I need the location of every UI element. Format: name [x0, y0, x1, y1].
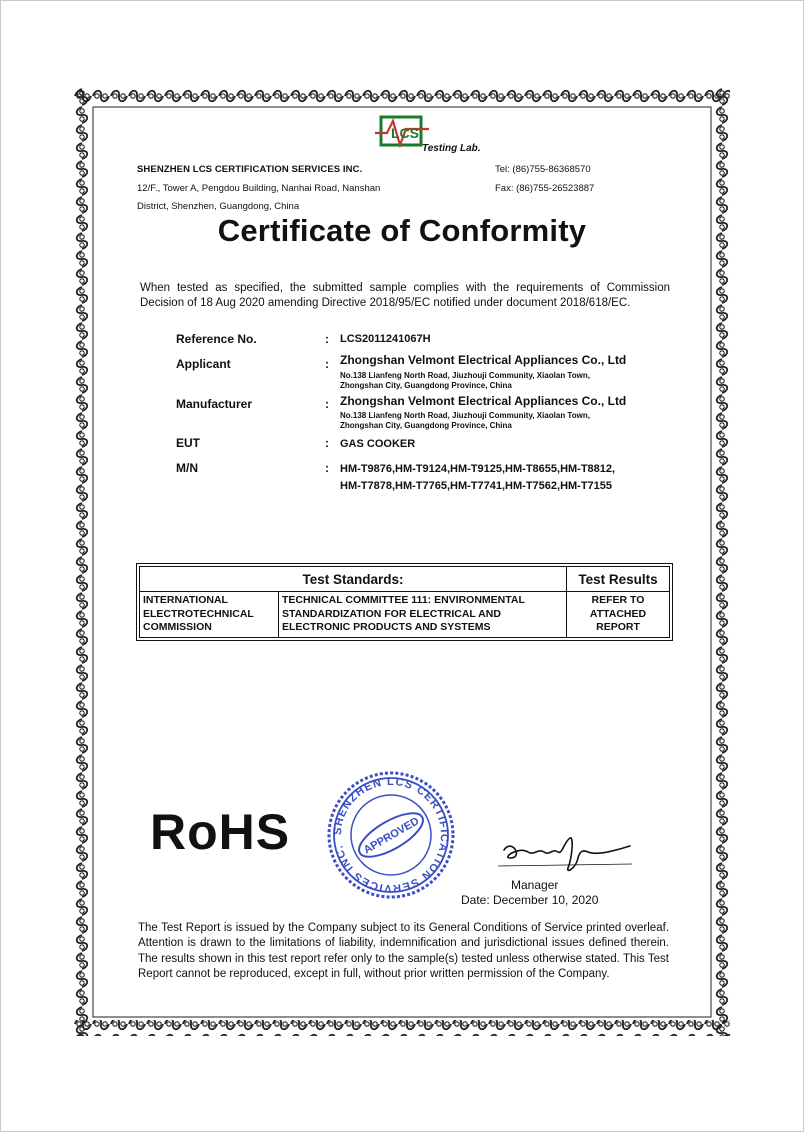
result-line-1: REFER TO	[591, 594, 645, 606]
applicant-label: Applicant	[176, 357, 231, 371]
test-standards-header: Test Standards:	[140, 567, 567, 592]
eut-value: GAS COOKER	[340, 438, 416, 450]
manufacturer-label: Manufacturer	[176, 397, 253, 411]
test-results-header: Test Results	[567, 567, 670, 592]
stamp-ring-text: SHENZHEN LCS CERTIFICATION SERVICES INC.	[331, 775, 451, 895]
mn-colon: :	[325, 461, 329, 475]
footer-disclaimer: The Test Report is issued by the Company subject to its General Conditions of Service printed overleaf. Attention is drawn to the limitations of liability, indemnification and jurisdictional issues defined therein. The results shown in this test report refer only to the sample(s) tested unless otherwise stated. This Test Report cannot be reproduced, except in full, without prior written permission of the Company.	[138, 922, 669, 980]
standard-org-cell	[140, 592, 279, 638]
org-line-2: ELECTROTECHNICAL	[143, 607, 254, 620]
intro-paragraph: When tested as specified, the submitted sample complies with the requirements of Commission Decision of 18 Aug 2020 amending Directive 2018/95/EC notified under document 2018/618/EC.	[140, 282, 670, 309]
eut-label: EUT	[176, 436, 200, 450]
test-standards-table	[139, 566, 670, 638]
approved-stamp	[321, 770, 461, 900]
document-title: Certificate of Conformity	[217, 213, 587, 248]
signature-date: Date: December 10, 2020	[461, 893, 599, 907]
applicant-colon: :	[325, 357, 329, 371]
manufacturer-colon: :	[325, 397, 329, 411]
manufacturer-address-line-1: No.138 Lianfeng North Road, Jiuzhouji Community, Xiaolan Town,	[340, 411, 590, 420]
eut-colon: :	[325, 436, 329, 450]
org-line-1: INTERNATIONAL	[143, 594, 228, 606]
std-line-3: ELECTRONIC PRODUCTS AND SYSTEMS	[282, 621, 491, 633]
manufacturer-name: Zhongshan Velmont Electrical Appliances Co., Ltd	[340, 394, 627, 408]
std-line-2: STANDARDIZATION FOR ELECTRICAL AND	[282, 607, 501, 620]
manager-signature	[498, 828, 638, 878]
applicant-address-line-1: No.138 Lianfeng North Road, Jiuzhouji Community, Xiaolan Town,	[340, 371, 590, 380]
mn-line-2: HM-T7878,HM-T7765,HM-T7741,HM-T7562,HM-T7155	[340, 480, 613, 492]
mn-line-1: HM-T9876,HM-T9124,HM-T9125,HM-T8655,HM-T8812,	[340, 463, 616, 475]
table-header-row	[140, 567, 670, 592]
rohs-mark: RoHS	[150, 804, 291, 860]
org-line-3: COMMISSION	[143, 621, 212, 633]
result-cell	[567, 592, 670, 638]
issuer-company-name: SHENZHEN LCS CERTIFICATION SERVICES INC.	[137, 164, 363, 175]
issuer-address-line-1: 12/F., Tower A, Pengdou Building, Nanhai Road, Nanshan	[137, 183, 381, 194]
issuer-address-line-2: District, Shenzhen, Guangdong, China	[137, 201, 300, 212]
issuer-tel: Tel: (86)755-86368570	[495, 164, 591, 175]
std-line-1: TECHNICAL COMMITTEE 111: ENVIRONMENTAL	[282, 594, 525, 606]
standard-name-cell	[279, 592, 567, 638]
logo-letters: LCS	[391, 125, 419, 141]
reference-colon: :	[325, 332, 329, 346]
stamp-center-text: APPROVED	[361, 815, 422, 857]
testing-lab-tag: Testing Lab.	[422, 143, 481, 154]
reference-value: LCS2011241067H	[340, 333, 431, 345]
table-row	[140, 592, 670, 638]
result-line-3: REPORT	[596, 621, 640, 633]
reference-label: Reference No.	[176, 332, 257, 346]
manufacturer-address-line-2: Zhongshan City, Guangdong Province, China	[340, 421, 512, 430]
mn-label: M/N	[176, 461, 198, 475]
manager-title: Manager	[511, 878, 559, 892]
issuer-fax: Fax: (86)755-26523887	[495, 183, 595, 194]
applicant-address-line-2: Zhongshan City, Guangdong Province, China	[340, 381, 512, 390]
result-line-2: ATTACHED	[589, 607, 647, 620]
applicant-name: Zhongshan Velmont Electrical Appliances Co., Ltd	[340, 353, 627, 367]
